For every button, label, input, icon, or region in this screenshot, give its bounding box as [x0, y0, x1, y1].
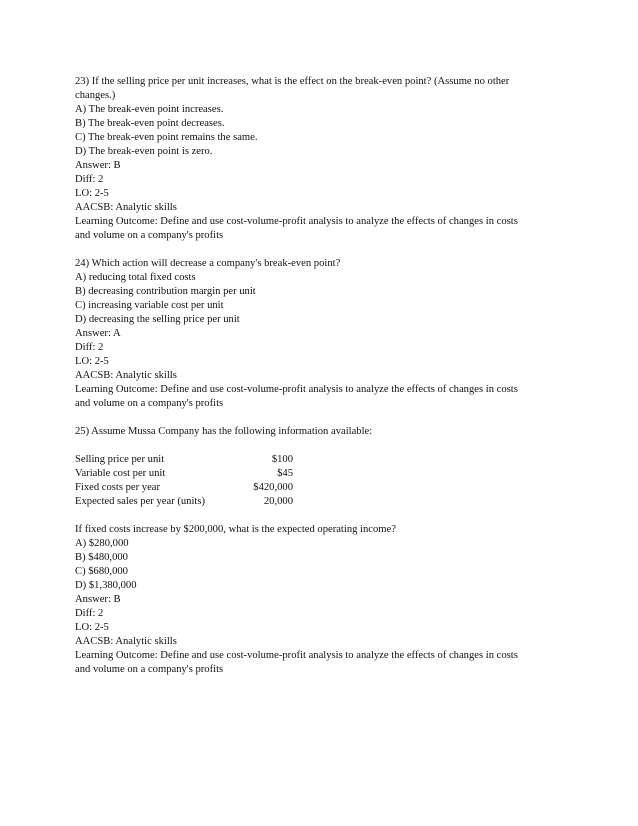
spacer — [75, 243, 565, 257]
question-24-outcome-line-2: and volume on a company's profits — [75, 398, 224, 409]
question-23-lo: LO: 2-5 — [75, 188, 109, 199]
table-row-value: $100 — [271, 454, 293, 465]
question-25-intro: 25) Assume Mussa Company has the following information available: — [75, 426, 373, 437]
question-23-aacsb: AACSB: Analytic skills — [75, 202, 177, 213]
question-24-option-b: B) decreasing contribution margin per unit — [75, 286, 256, 297]
spacer — [75, 439, 565, 453]
question-25-difficulty: Diff: 2 — [75, 608, 104, 619]
question-23-outcome-line-1: Learning Outcome: Define and use cost-volume-profit analysis to analyze the effects of changes in costs — [75, 216, 518, 227]
question-24-option-a: A) reducing total fixed costs — [75, 272, 196, 283]
table-row-label: Selling price per unit — [75, 454, 165, 465]
document-page — [75, 75, 565, 677]
question-23-option-b: B) The break-even point decreases. — [75, 118, 225, 129]
table-row-label: Variable cost per unit — [75, 468, 166, 479]
question-25-stem: If fixed costs increase by $200,000, what is the expected operating income? — [75, 524, 396, 535]
table-row-value: 20,000 — [263, 496, 293, 507]
question-25-option-d: D) $1,380,000 — [75, 580, 137, 591]
question-23 — [75, 75, 565, 243]
question-23-option-d: D) The break-even point is zero. — [75, 146, 213, 157]
question-25-aacsb: AACSB: Analytic skills — [75, 636, 177, 647]
table-row-value: $45 — [277, 468, 293, 479]
question-25-outcome-line-2: and volume on a company's profits — [75, 664, 224, 675]
question-25-outcome-line-1: Learning Outcome: Define and use cost-volume-profit analysis to analyze the effects of changes in costs — [75, 650, 518, 661]
question-23-stem-line-2: changes.) — [75, 90, 116, 101]
table-row-value: $420,000 — [253, 482, 293, 493]
question-24-option-c: C) increasing variable cost per unit — [75, 300, 224, 311]
question-25 — [75, 425, 565, 677]
table-row — [75, 453, 565, 467]
question-25-option-c: C) $680,000 — [75, 566, 128, 577]
question-24-aacsb: AACSB: Analytic skills — [75, 370, 177, 381]
spacer — [75, 411, 565, 425]
table-row — [75, 495, 565, 509]
question-23-stem-line-1: 23) If the selling price per unit increases, what is the effect on the break-even point? (Assume no other — [75, 76, 510, 87]
question-24-option-d: D) decreasing the selling price per unit — [75, 314, 240, 325]
question-25-option-b: B) $480,000 — [75, 552, 128, 563]
question-25-lo: LO: 2-5 — [75, 622, 109, 633]
question-24-lo: LO: 2-5 — [75, 356, 109, 367]
table-row-label: Fixed costs per year — [75, 482, 161, 493]
table-row — [75, 481, 565, 495]
question-23-option-a: A) The break-even point increases. — [75, 104, 224, 115]
table-row-label: Expected sales per year (units) — [75, 496, 206, 507]
question-23-difficulty: Diff: 2 — [75, 174, 104, 185]
question-25-answer: Answer: B — [75, 594, 121, 605]
spacer — [75, 509, 565, 523]
question-25-option-a: A) $280,000 — [75, 538, 129, 549]
question-24 — [75, 257, 565, 411]
question-24-outcome-line-1: Learning Outcome: Define and use cost-volume-profit analysis to analyze the effects of changes in costs — [75, 384, 518, 395]
question-24-answer: Answer: A — [75, 328, 121, 339]
question-23-outcome-line-2: and volume on a company's profits — [75, 230, 224, 241]
question-23-answer: Answer: B — [75, 160, 121, 171]
question-24-difficulty: Diff: 2 — [75, 342, 104, 353]
table-row — [75, 467, 565, 481]
question-23-option-c: C) The break-even point remains the same. — [75, 132, 258, 143]
question-24-stem: 24) Which action will decrease a company's break-even point? — [75, 258, 341, 269]
question-25-info-table — [75, 453, 565, 509]
